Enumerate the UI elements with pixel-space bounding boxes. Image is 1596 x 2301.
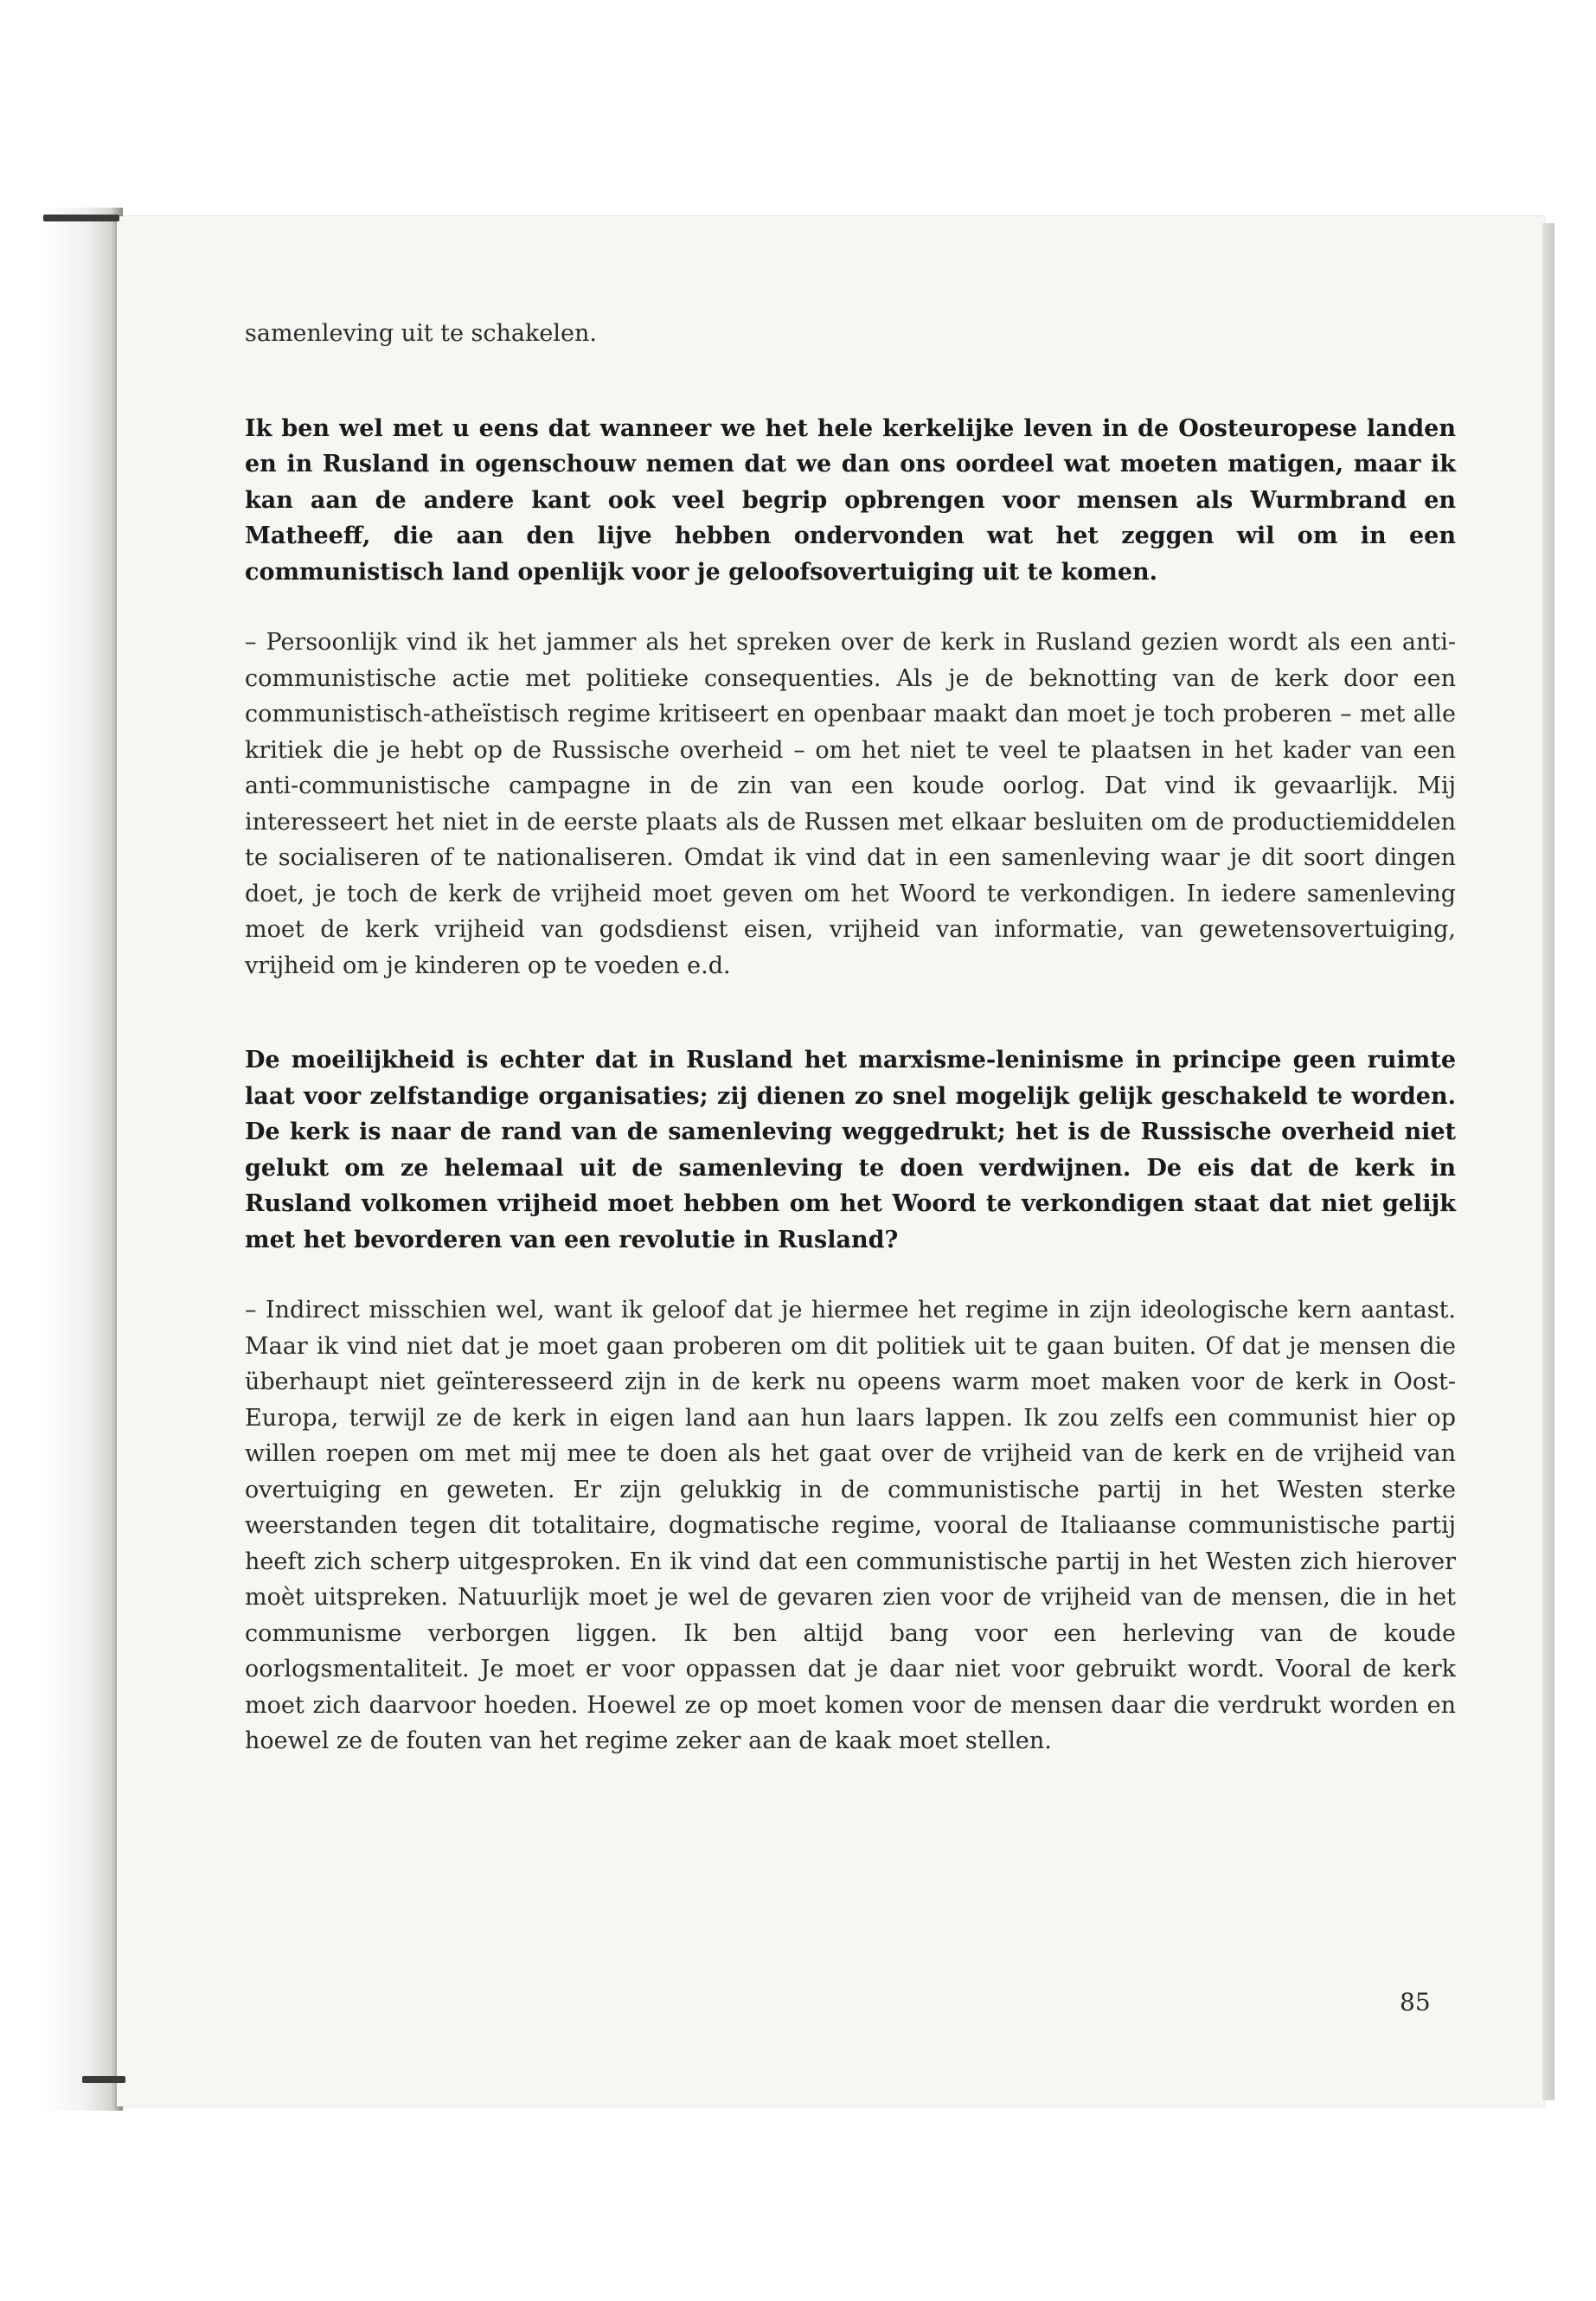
paragraph-question-1: Ik ben wel met u eens dat wanneer we het hele kerkelijke leven in de Oosteuropese landen en in Rusland in ogenschouw nemen dat we dan ons oordeel wat moeten matigen, maar ik kan aan de andere kant ook veel begrip opbrengen voor mensen als Wurmbrand en Matheeff, die aan den lijve hebben ondervonden wat het zeggen wil om in een communistisch land openlijk voor je geloofsovertuiging uit te komen. <box>245 414 1456 586</box>
page-text <box>245 316 1456 1759</box>
book-binding <box>43 208 123 2111</box>
paragraph-question-2: De moeilijkheid is echter dat in Rusland het marxisme-leninisme in principe geen ruimte laat voor zelfstandige organisaties; zij dienen zo snel mogelijk gelijk geschakeld te worden. De kerk is naar de rand van de samenleving weggedrukt; het is de Russische overheid niet gelukt om ze helemaal uit de samenleving te doen verdwijnen. De eis dat de kerk in Rusland volkomen vrijheid moet hebben om het Woord te verkondigen staat dat niet gelijk met het bevorderen van een revolutie in Rusland? <box>245 1047 1456 1253</box>
binding-mark-top <box>43 215 119 221</box>
page-edge <box>1542 223 1554 2100</box>
binding-mark-bottom <box>82 2076 125 2083</box>
page-number: 85 <box>1400 1988 1431 2016</box>
paragraph-answer-tail: samenleving uit te schakelen. <box>245 320 597 347</box>
paragraph-answer-2: – Indirect misschien wel, want ik geloof dat je hiermee het regime in zijn ideologische kern aantast. Maar ik vind niet dat je moet gaan proberen om dit politiek uit te gaan buiten. Of dat je mensen die überhaupt niet geïnteresseerd zijn in de kerk nu opeens warm moet maken voor de kerk in Oost-Europa, terwijl ze de kerk in eigen land aan hun laars lappen. Ik zou zelfs een communist hier op willen roepen om met mij mee te doen als het gaat over de vrijheid van de kerk en de vrijheid van overtuiging en geweten. Er zijn gelukkig in de communistische partij in het Westen sterke weerstanden tegen dit totalitaire, dogmatische regime, vooral de Italiaanse communistische partij heeft zich scherp uitgesproken. En ik vind dat een communistische partij in het Westen zich hierover moèt uitspreken. Natuurlijk moet je wel de gevaren zien voor de vrijheid van de mensen, die in het communisme verborgen liggen. Ik ben altijd bang voor een herleving van de koude oorlogsmentaliteit. Je moet er voor oppassen dat je daar niet voor gebruikt wordt. Vooral de kerk moet zich daarvoor hoeden. Hoewel ze op moet komen voor de mensen daar die verdrukt worden en hoewel ze de fouten van het regime zeker aan de kaak moet stellen. <box>245 1297 1456 1754</box>
paragraph-answer-1: – Persoonlijk vind ik het jammer als het spreken over de kerk in Rusland gezien wordt als een anti-communistische actie met politieke consequenties. Als je de beknotting van de kerk door een communistisch-atheïstisch regime kritiseert en openbaar maakt dan moet je toch proberen – met alle kritiek die je hebt op de Russische overheid – om het niet te veel te plaatsen in het kader van een anti-communistische campagne in de zin van een koude oorlog. Dat vind ik gevaarlijk. Mij interesseert het niet in de eerste plaats als de Russen met elkaar besluiten om de productiemiddelen te socialiseren of te nationaliseren. Omdat ik vind dat in een samenleving waar je dit soort dingen doet, je toch de kerk de vrijheid moet geven om het Woord te verkondigen. In iedere samenleving moet de kerk vrijheid van godsdienst eisen, vrijheid van informatie, van gewetensovertuiging, vrijheid om je kinderen op te voeden e.d. <box>245 629 1456 979</box>
